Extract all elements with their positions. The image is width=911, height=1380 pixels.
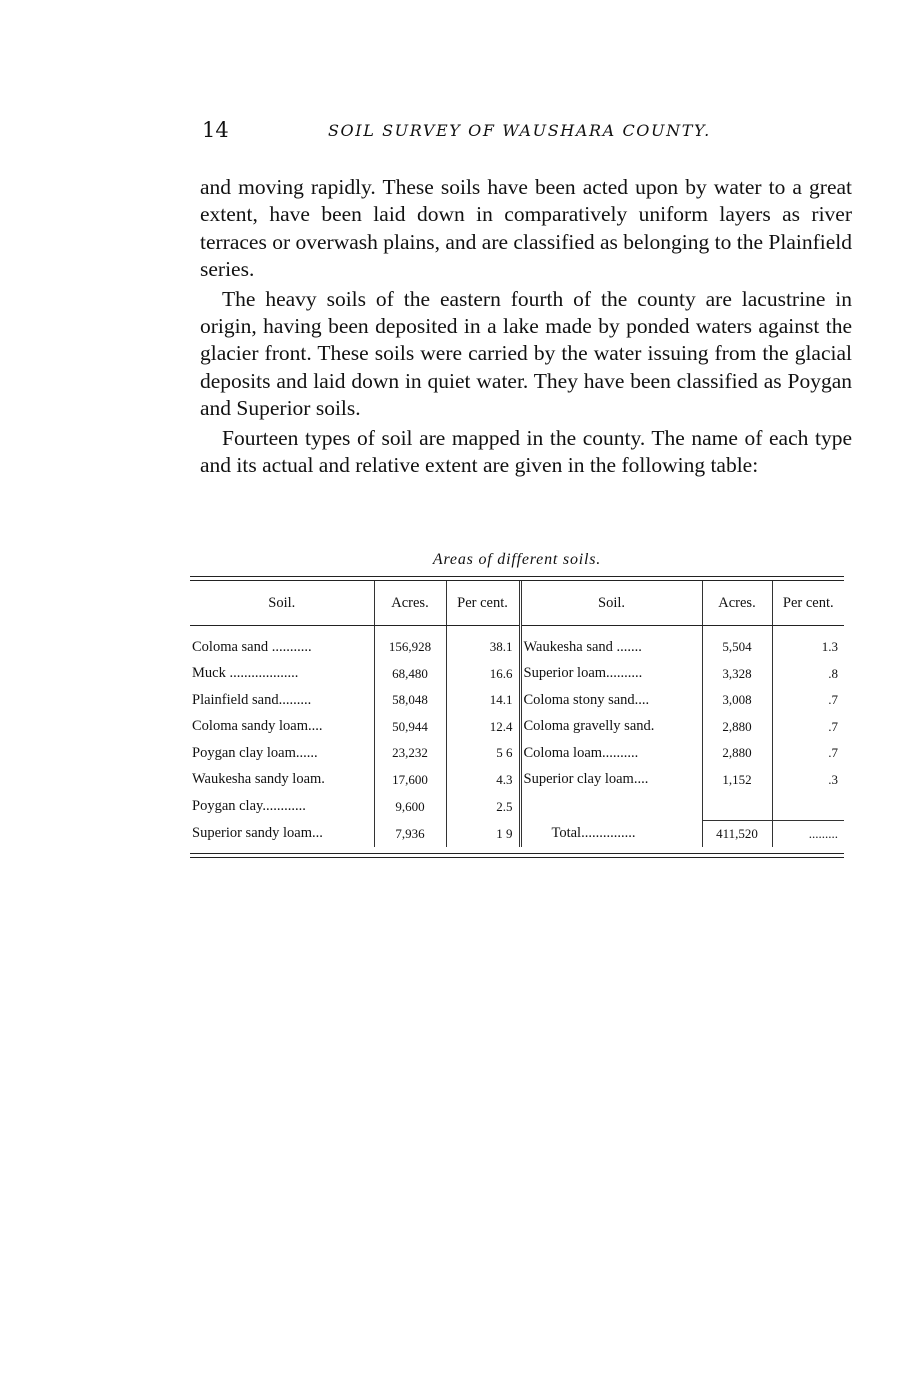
acres-value: 50,944 <box>374 714 446 741</box>
soil-name: Coloma loam.......... <box>520 740 702 767</box>
soil-name: Superior sandy loam... <box>190 820 374 847</box>
acres-value: 2,880 <box>702 740 772 767</box>
soil-name: Waukesha sand ....... <box>520 626 702 661</box>
soil-name: Poygan clay loam...... <box>190 740 374 767</box>
percent-value: .3 <box>828 771 838 787</box>
percent-value: 2.5 <box>446 793 520 820</box>
header-acres-left: Acres. <box>374 581 446 626</box>
header-soil-left: Soil. <box>190 581 374 626</box>
percent-value: 14.1 <box>446 687 520 714</box>
soil-name: Superior loam.......... <box>520 661 702 688</box>
acres-value: 1,152 <box>702 767 772 794</box>
acres-value: 3,008 <box>702 687 772 714</box>
paragraph-1: and moving rapidly. These soils have been acted upon by water to a great extent, have been laid down in comparatively uniform layers as river terraces or overwash plains, and are classified as belonging to the Plainfield series. <box>200 175 852 282</box>
acres-value: 23,232 <box>374 740 446 767</box>
table-row <box>190 661 844 688</box>
percent-value: 1 9 <box>446 820 520 847</box>
total-percent: ......... <box>772 820 844 847</box>
header-percent-left: Per cent. <box>446 581 520 626</box>
total-label: Total............... <box>520 820 702 847</box>
acres-value: 7,936 <box>374 820 446 847</box>
acres-value: 9,600 <box>374 793 446 820</box>
header-percent-right: Per cent. <box>772 581 844 626</box>
percent-value: .8 <box>828 665 838 681</box>
table-row <box>190 740 844 767</box>
percent-value: 38.1 <box>446 626 520 661</box>
soil-name: Poygan clay............ <box>190 793 374 820</box>
acres-value: 2,880 <box>702 714 772 741</box>
acres-value: 58,048 <box>374 687 446 714</box>
soil-name: Waukesha sandy loam. <box>190 767 374 794</box>
page-header <box>202 118 852 148</box>
table-row <box>190 714 844 741</box>
acres-value: 17,600 <box>374 767 446 794</box>
header-acres-right: Acres. <box>702 581 772 626</box>
table-row <box>190 793 844 820</box>
table-bottom-rule <box>190 853 844 858</box>
acres-value: 156,928 <box>374 626 446 661</box>
percent-value: .7 <box>828 745 838 761</box>
empty-cell <box>772 793 844 820</box>
percent-value: 4.3 <box>446 767 520 794</box>
soil-name: Coloma sandy loam.... <box>190 714 374 741</box>
table-header-row <box>190 581 844 626</box>
table-row <box>190 767 844 794</box>
soil-name: Muck ................... <box>190 661 374 688</box>
total-acres: 411,520 <box>702 820 772 847</box>
table-row <box>190 820 844 847</box>
acres-value: 5,504 <box>702 626 772 661</box>
empty-cell <box>520 793 702 820</box>
percent-value: 12.4 <box>446 714 520 741</box>
soil-name: Coloma stony sand.... <box>520 687 702 714</box>
acres-value: 68,480 <box>374 661 446 688</box>
table-row <box>190 626 844 661</box>
table-row <box>190 687 844 714</box>
acres-value: 3,328 <box>702 661 772 688</box>
percent-value: .7 <box>828 718 838 734</box>
page-number: 14 <box>202 118 229 142</box>
percent-value: 5 6 <box>446 740 520 767</box>
table-caption: Areas of different soils. <box>432 551 602 568</box>
soil-areas-table <box>190 576 844 858</box>
running-title: SOIL SURVEY OF WAUSHARA COUNTY. <box>328 121 711 140</box>
percent-value: .7 <box>828 692 838 708</box>
soil-name: Superior clay loam.... <box>520 767 702 794</box>
soil-name: Plainfield sand......... <box>190 687 374 714</box>
body-text <box>200 174 852 481</box>
paragraph-2: The heavy soils of the eastern fourth of the county are lacustrine in origin, having been deposited in a lake made by ponded waters against the glacier front. These soils were carried by the water issuing from the glacial deposits and laid down in quiet water. They have been classified as Poygan and Superior soils. <box>200 286 852 421</box>
empty-cell <box>702 793 772 820</box>
paragraph-3: Fourteen types of soil are mapped in the county. The name of each type and its actual and relative extent are given in the following table: <box>200 425 852 478</box>
percent-value: 16.6 <box>446 661 520 688</box>
percent-value: 1.3 <box>821 639 838 655</box>
soil-name: Coloma sand ........... <box>190 626 374 661</box>
header-soil-right: Soil. <box>520 581 702 626</box>
soil-name: Coloma gravelly sand. <box>520 714 702 741</box>
